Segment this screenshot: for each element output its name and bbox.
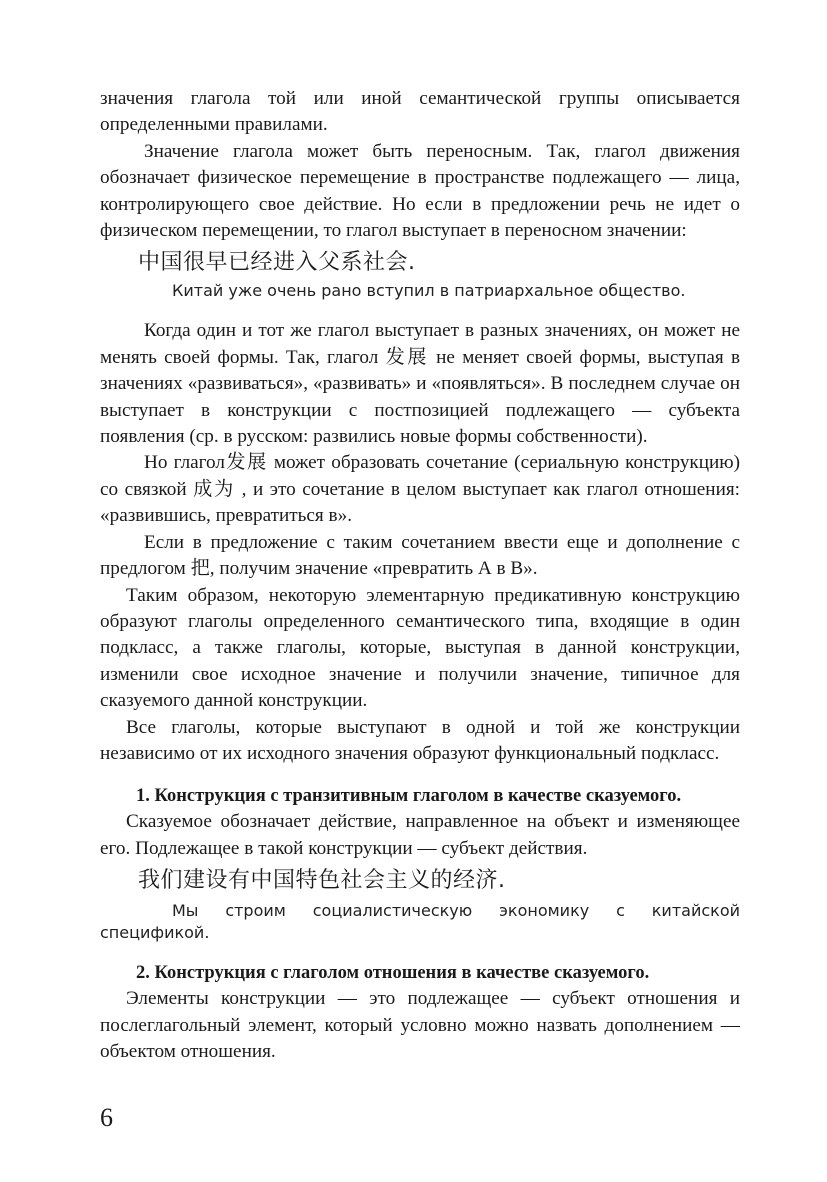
paragraph-3: Когда один и тот же глагол выступает в разных значениях, он может не менять своей формы. Так, глагол 发展 не меняет своей формы, выступая в значениях «развиваться», «развивать» и «появляться». В последнем случае он выступает в конструкции с постпозицией подлежащего — субъекта появления (ср. в русском: развились новые формы собственности). (100, 320, 740, 448)
page-body (100, 86, 740, 1065)
paragraph-6: Таким образом, некоторую элементарную предикативную конструкцию образуют глаголы определенного семантического типа, входящие в один подкласс, а также глаголы, которые, выступая в данной конструкции, изменили свое исходное значение и получили значение, типичное для сказуемого данной конструкции. (100, 584, 740, 712)
example-2-translation: Мы строим социалистическую экономику с китайской спецификой. (100, 901, 740, 943)
example-2-chinese: 我们建设有中国特色社会主义的经济. (138, 868, 506, 894)
section-heading-2: 2. Конструкция с глаголом отношения в качестве сказуемого. (136, 963, 650, 984)
section-heading-1: 1. Конструкция с транзитивным глаголом в качестве сказуемого. (136, 786, 682, 807)
paragraph-1: значения глагола той или иной семантической группы описывается определенными правилами. (100, 88, 740, 136)
paragraph-7: Все глаголы, которые выступают в одной и той же конструкции независимо от их исходного значения образуют функциональный подкласс. (100, 716, 740, 764)
paragraph-4: Но глагол发展 может образовать сочетание (сериальную конструкцию) со связкой 成为 , и это сочетание в целом выступает как глагол отношения: «развившись, превратиться в». (100, 452, 740, 527)
paragraph-2: Значение глагола может быть переносным. Так, глагол движения обозначает физическое перемещение в пространстве подлежащего — лица, контролирующего свое действие. Но если в предложении речь не идет о физическом перемещении, то глагол выступает в переносном значении: (100, 140, 740, 242)
page-number: 6 (100, 1103, 113, 1132)
example-1-chinese: 中国很早已经进入父系社会. (138, 250, 416, 276)
paragraph-9: Элементы конструкции — это подлежащее — субъект отношения и послеглагольный элемент, который условно можно назвать дополнением — объектом отношения. (100, 988, 740, 1062)
paragraph-5: Если в предложение с таким сочетанием ввести еще и дополнение с предлогом 把, получим значение «превратить А в В». (100, 531, 740, 580)
paragraph-8: Сказуемое обозначает действие, направленное на объект и изменяющее его. Подлежащее в такой конструкции — субъект действия. (100, 811, 740, 859)
example-1-translation: Китай уже очень рано вступил в патриархальное общество. (172, 281, 686, 301)
